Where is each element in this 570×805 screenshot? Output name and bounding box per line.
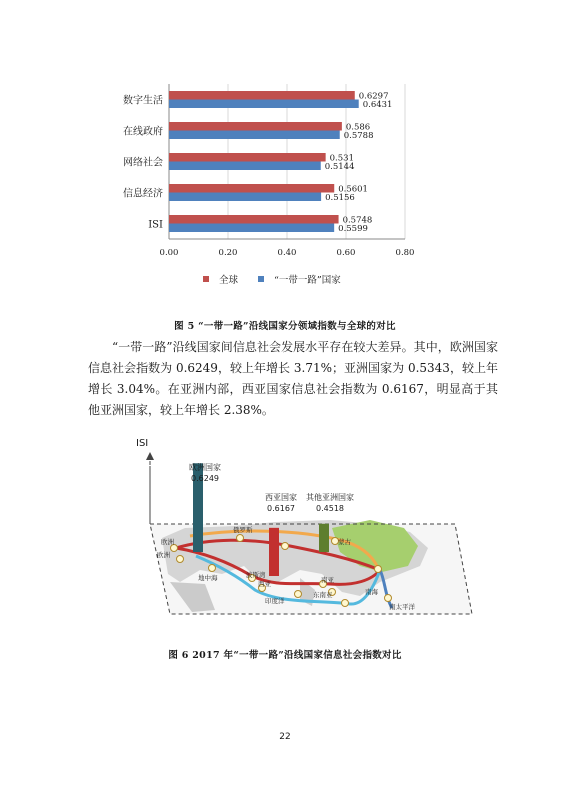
map-label: 印度洋 [265,597,285,605]
map-label: 南太平洋 [389,603,415,611]
map-label: 欧洲 [161,538,174,546]
isi-axis-label: ISI [136,438,149,449]
map-label: 蒙古 [338,538,351,546]
x-tick-label: 0.40 [277,248,297,258]
paragraph-text: “一带一路”沿线国家间信息社会发展水平存在较大差异。其中，欧洲国家信息社会指数为 0.6249，较上年增长 3.71%；亚洲国家为 0.5343，较上年增长 3.04%。在亚洲内部，西亚国家信息社会指数为 0.6167，明显高于其他亚洲国家，较上年增长 2.38%。 [88,340,498,417]
map-label: 东南亚 [313,591,333,599]
x-tick-label: 0.20 [218,248,238,258]
isi-bar-name: 欧洲国家 [189,463,221,472]
data-label: 0.6431 [362,100,393,110]
map-label: 西亚 [258,580,271,588]
data-label: 0.5788 [343,131,374,141]
map-label: 地中海 [198,574,218,582]
x-tick-label: 0.00 [159,248,179,258]
map-label: 南亚 [321,576,334,584]
data-label: 0.586 [345,122,371,133]
isi-bar [269,528,279,576]
map-label: 俄罗斯 [233,526,253,534]
figure6-caption: 图 6 2017 年“一带一路”沿线国家信息社会指数对比 [168,650,402,661]
category-label: 在线政府 [123,126,163,138]
data-label: 0.5599 [338,224,368,234]
isi-bar-name: 西亚国家 [265,493,297,502]
isi-bar [319,524,329,552]
legend-label: “一带一路”国家 [274,275,341,286]
x-tick-label: 0.60 [336,248,356,258]
data-label: 0.5144 [324,162,355,172]
data-label: 0.6297 [358,91,389,102]
isi-bar-value: 0.6167 [267,504,295,513]
data-label: 0.5156 [325,193,355,203]
figure5-caption: 图 5 “一带一路”沿线国家分领域指数与全球的对比 [174,321,396,332]
isi-bar-value: 0.6249 [191,474,219,483]
category-label: 数字生活 [123,95,163,107]
map-label: 南海 [365,588,378,596]
map-label: 欧洲 [157,551,170,559]
data-label: 0.531 [329,153,354,164]
page-number: 22 [279,732,291,742]
data-label: 0.5748 [342,215,373,226]
isi-bar-name: 其他亚洲国家 [306,493,354,502]
data-label: 0.5601 [338,184,368,195]
category-label: 信息经济 [123,188,163,200]
legend-label: 全球 [219,275,239,286]
category-label: ISI [148,219,163,231]
category-label: 网络社会 [123,157,163,169]
isi-bar-value: 0.4518 [316,504,344,513]
x-tick-label: 0.80 [395,248,415,258]
map-label: 波斯湾 [246,571,266,579]
